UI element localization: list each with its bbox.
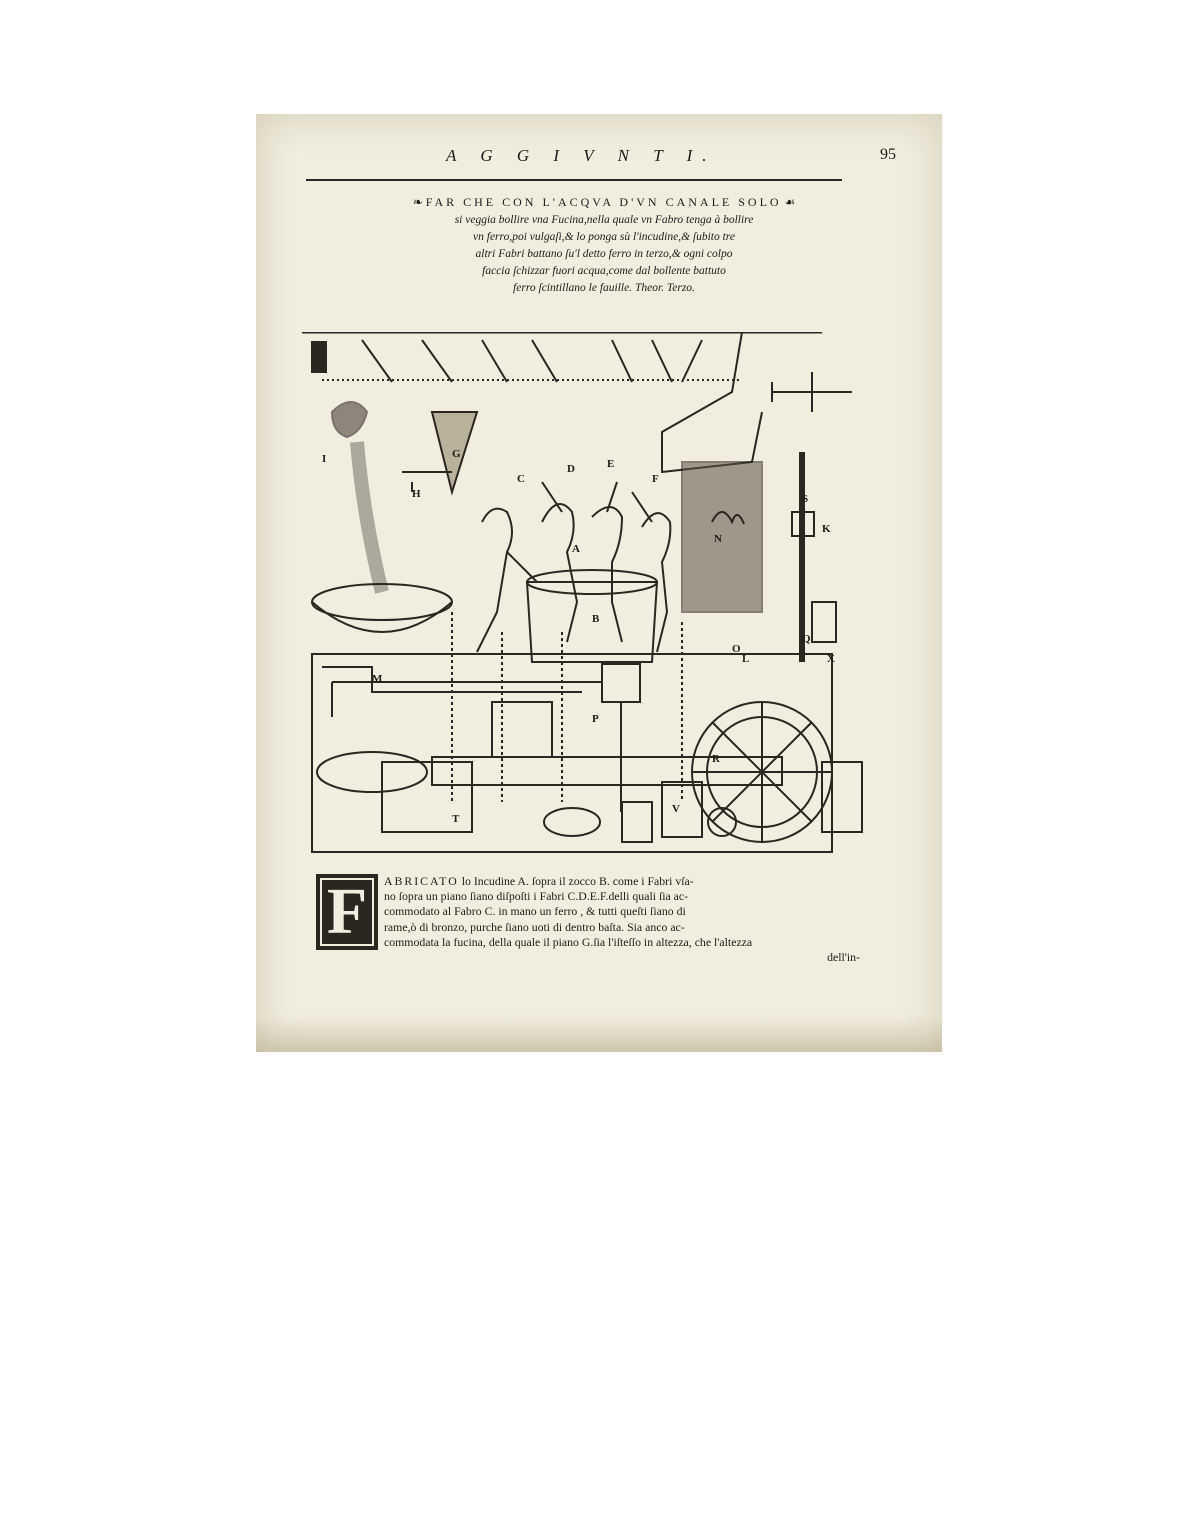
caption-line: altri Fabri battano ſu'l detto ferro in terzo,& ogni colpo — [475, 248, 733, 260]
figure-letter: V — [672, 803, 680, 815]
figure-letter: O — [732, 643, 741, 655]
woodcut-illustration — [302, 332, 892, 862]
running-title: A G G I V N T I. — [446, 146, 717, 165]
figure-letter: G — [452, 448, 461, 460]
body-line: no ſopra un piano ſiano diſpoſti i Fabri C.D.E.F.delli quali ſia ac- — [384, 889, 689, 904]
body-text — [268, 874, 920, 965]
figure-letter: E — [607, 458, 615, 470]
caption-title: FAR CHE CON L'ACQVA D'VN CANALE SOLO — [425, 195, 782, 209]
figure-letter: K — [822, 523, 831, 535]
book-page — [256, 114, 942, 1052]
caption-line: si veggia bollire vna Fucina,nella quale vn Fabro tenga à bollire — [454, 214, 754, 226]
body-line: rame,ò di bronzo, purche ſiano uoti di dentro baſta. Sia anco ac- — [384, 919, 685, 934]
fleuron-left-icon: ❧ — [412, 195, 423, 209]
figure-letter: H — [412, 488, 421, 500]
decorated-initial: F — [316, 874, 378, 950]
body-line: commodata la fucina, della quale il piano G.ſia l'iſteſſo in altezza, che l'altezza — [384, 934, 753, 949]
figure-letter: B — [592, 613, 600, 625]
woodcut-forge-machine — [302, 332, 892, 862]
figure-letter: S — [802, 493, 809, 505]
head-rule — [306, 179, 842, 181]
figure-letter: C — [517, 473, 525, 485]
figure-letter: D — [567, 463, 575, 475]
fleuron-right-icon: ☙ — [784, 195, 796, 209]
body-line-text: lo Incudine A. ſopra il zocco B. come i Fabri vſa- — [461, 874, 694, 888]
figure-letter: A — [572, 543, 580, 555]
caption-line: vn ferro,poi vulgaſi,& lo ponga sù l'incudine,& ſubito tre — [473, 231, 735, 243]
figure-letter: Q — [802, 633, 811, 645]
figure-letter: M — [372, 673, 383, 685]
caption-title-line — [296, 194, 912, 212]
caption — [296, 194, 912, 297]
body-line: commodato al Fabro C. in mano un ferro , & tutti queſti ſiano di — [384, 904, 686, 919]
caption-line: faccia ſchizzar fuori acqua,come dal bollente battuto — [482, 265, 726, 277]
catchword: dell'in- — [827, 950, 860, 965]
figure-letter: L — [742, 653, 750, 665]
figure-letter: I — [322, 453, 327, 465]
running-head — [306, 146, 912, 170]
caption-line: ferro ſcintillano le fauille. Theor. Terzo. — [513, 282, 695, 294]
figure-letter: F — [652, 473, 659, 485]
figure-letter: N — [714, 533, 722, 545]
figure-letter: T — [452, 813, 460, 825]
figure-letter: X — [827, 653, 835, 665]
initial-word-rest: ABRICATO — [384, 874, 459, 888]
figure-letter: R — [712, 753, 720, 765]
figure-letter: P — [592, 713, 599, 725]
page-number: 95 — [880, 146, 896, 163]
